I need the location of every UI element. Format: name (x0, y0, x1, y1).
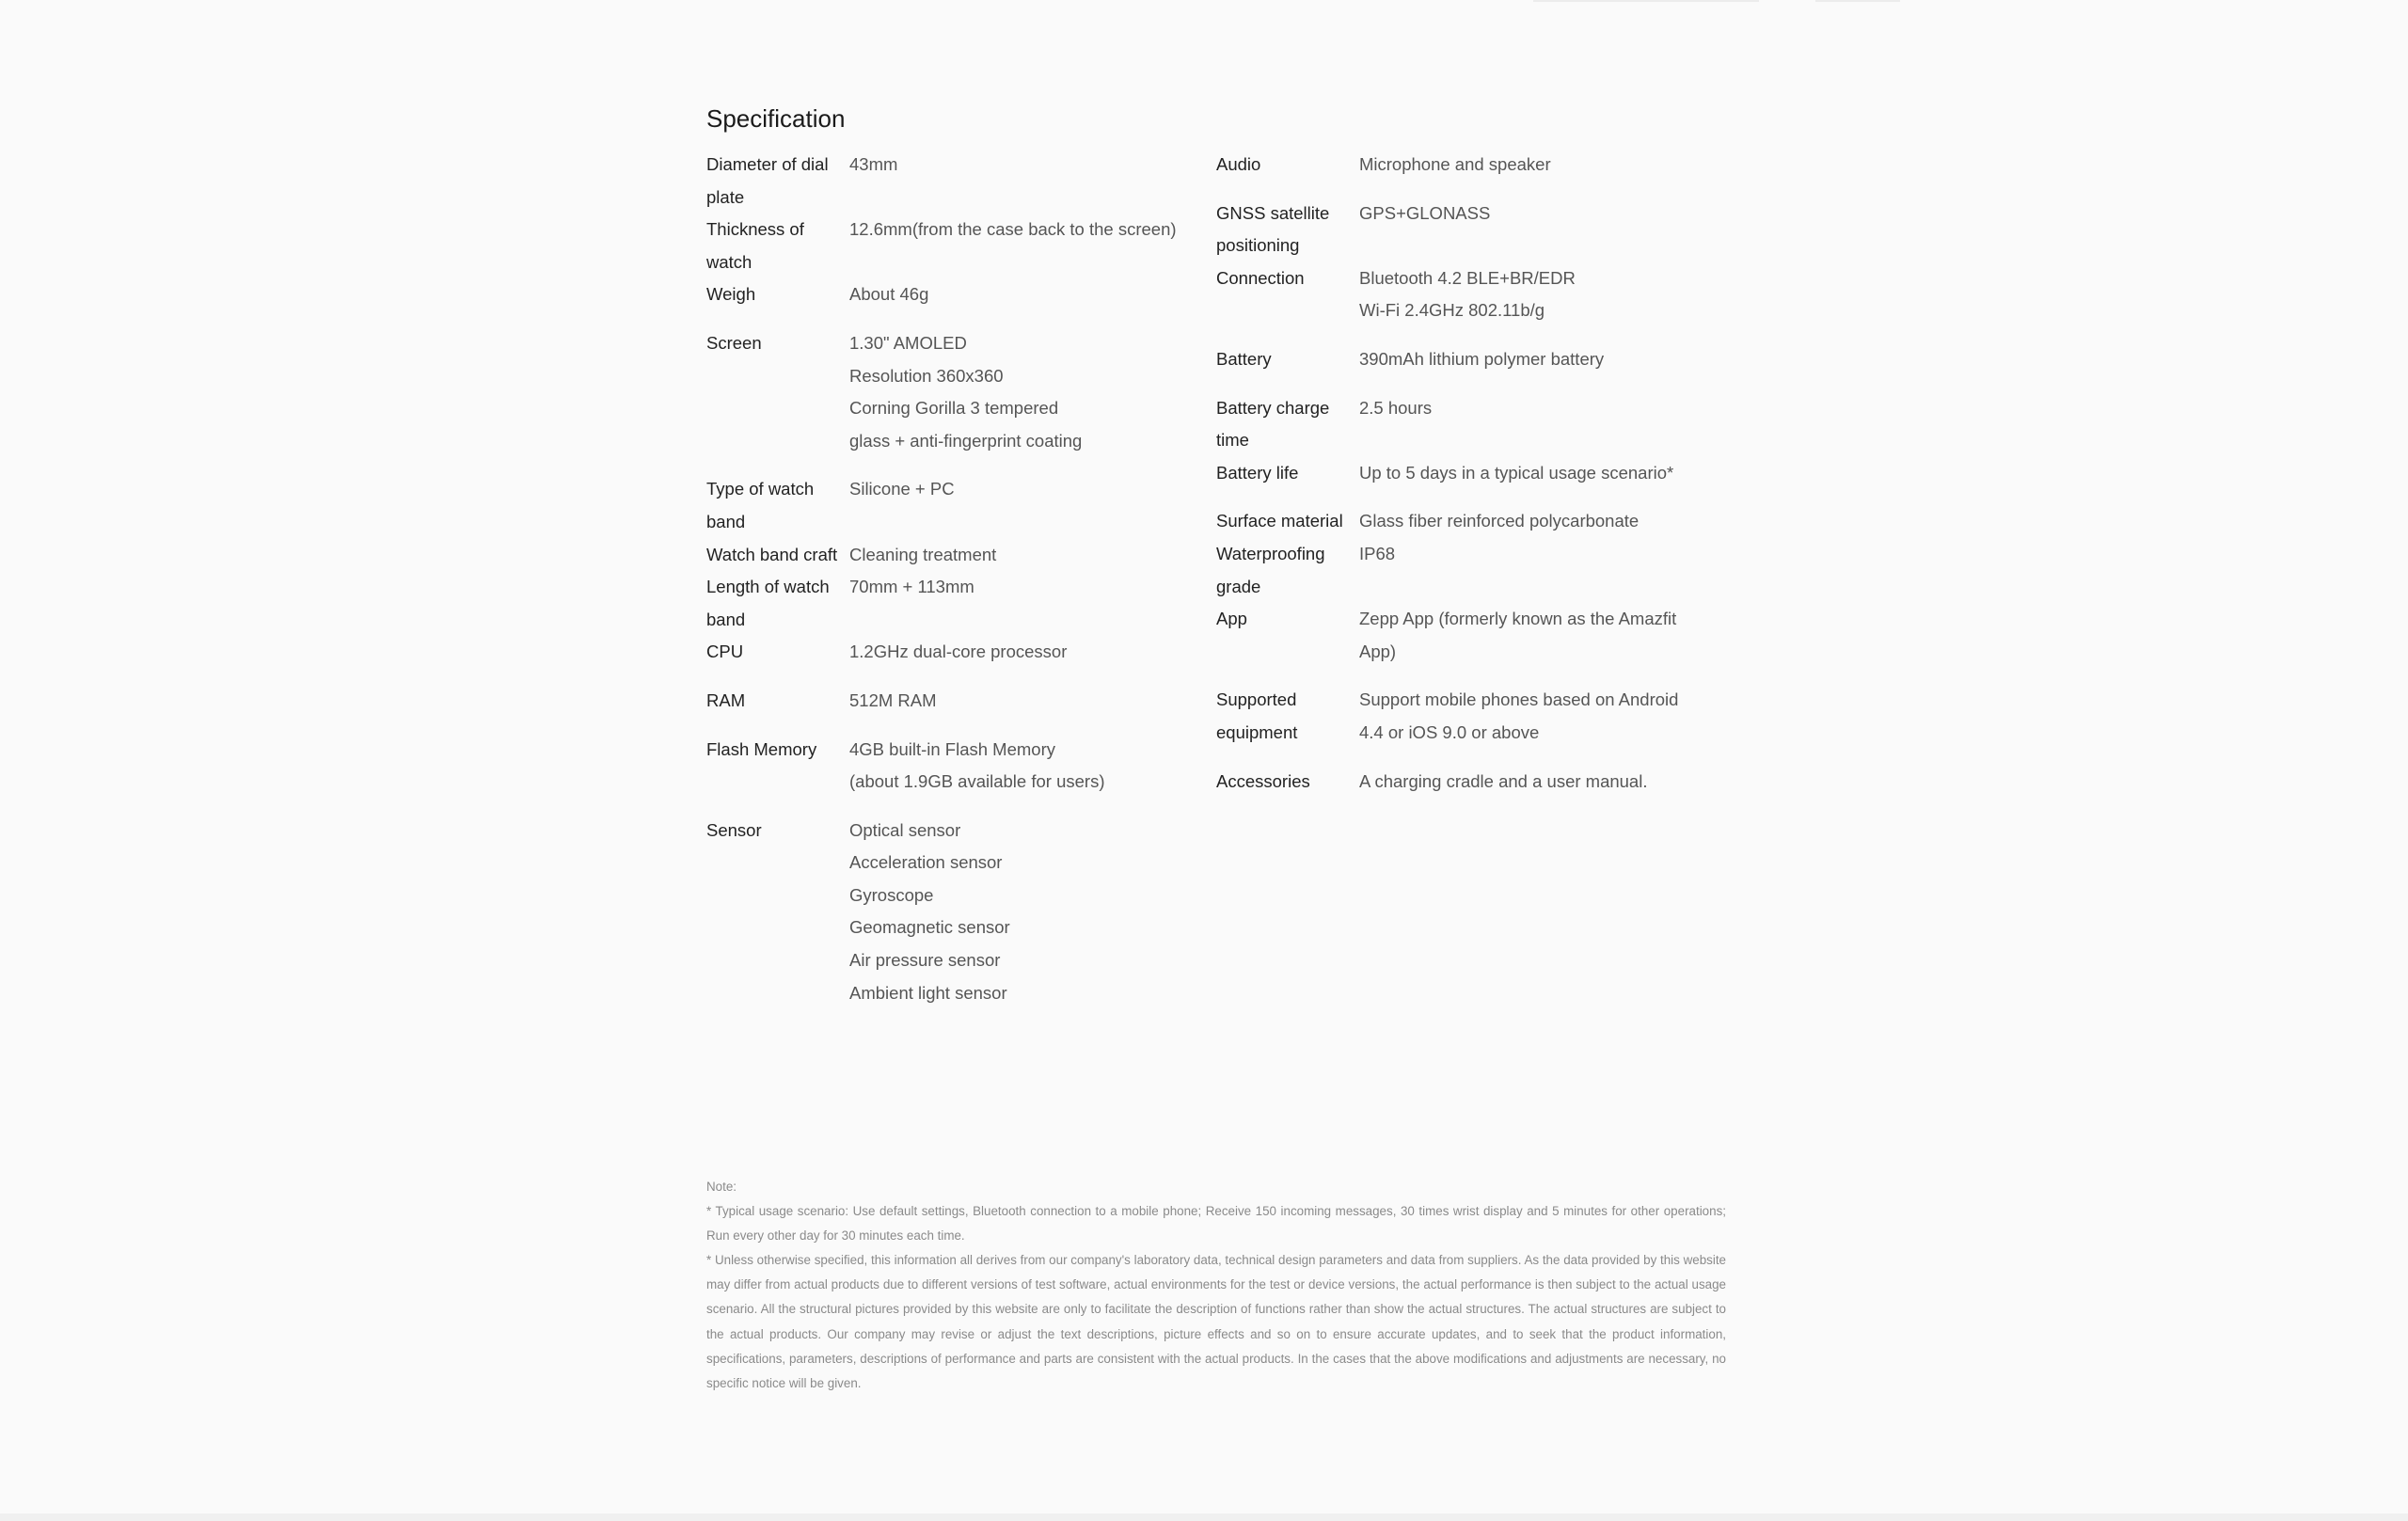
spec-value-line: glass + anti-fingerprint coating (849, 430, 1083, 451)
spec-value-line: Up to 5 days in a typical usage scenario* (1359, 462, 1674, 483)
spec-value (849, 734, 1205, 799)
spec-label: Type of watch band (706, 479, 815, 531)
spec-value-line: 512M RAM (849, 689, 937, 710)
spec-row (706, 685, 1205, 718)
spec-label: Connection (1216, 267, 1305, 288)
spec-label: Diameter of dial plate (706, 154, 829, 207)
spec-value-line: Silicone + PC (849, 479, 955, 499)
spec-label: RAM (706, 689, 746, 710)
spec-value-line: 390mAh lithium polymer battery (1359, 348, 1605, 369)
spec-value (849, 327, 1205, 457)
note-paragraph: * Unless otherwise specified, this information all derives from our company's laboratory data, technical design parameters and data from suppliers. As the data provided by this website may differ from actual products due to different versions of test software, actual environments for the test or device versions, the actual performance is then subject to the actual usage scenario. All the structural pictures provided by this website are only to facilitate the description of functions rather than show the actual structures. The actual structures are subject to the actual products. Our company may revise or adjust the text descriptions, picture effects and so on to ensure accurate updates, and to seek that the product information, specifications, parameters, descriptions of performance and parts are consistent with the actual products. In the cases that the above modifications and adjustments are necessary, no specific notice will be given. (706, 1253, 1726, 1390)
spec-label: Flash Memory (706, 738, 817, 759)
spec-row (706, 214, 1205, 278)
spec-label: Weigh (706, 284, 756, 305)
top-strip-segment (1815, 0, 1900, 2)
spec-value-line: Microphone and speaker (1359, 154, 1551, 174)
spec-row (706, 473, 1205, 538)
spec-label: Watch band craft (706, 544, 838, 564)
spec-value-line: 4GB built-in Flash Memory (849, 738, 1055, 759)
spec-label: Surface material (1216, 511, 1343, 531)
note-heading: Note: (706, 1180, 737, 1194)
spec-label: Waterproofing grade (1216, 543, 1325, 596)
spec-value-line: 1.30" AMOLED (849, 332, 967, 353)
spec-row (1216, 392, 1715, 457)
spec-value-line: Ambient light sensor (849, 982, 1007, 1003)
spec-value-line: 1.2GHz dual-core processor (849, 642, 1068, 662)
spec-value-line: Optical sensor (849, 819, 961, 840)
spec-value-line: Wi-Fi 2.4GHz 802.11b/g (1359, 300, 1545, 321)
spec-value (849, 149, 1205, 214)
spec-row (706, 636, 1205, 669)
spec-value (1359, 149, 1715, 182)
spec-row (706, 815, 1205, 1010)
spec-row (1216, 766, 1715, 799)
spec-value (1359, 603, 1715, 668)
spec-value-line: IP68 (1359, 543, 1396, 563)
top-decorative-strip (1533, 0, 1909, 3)
spec-value (1359, 457, 1715, 490)
note-paragraph: * Typical usage scenario: Use default settings, Bluetooth connection to a mobile phone; Receive 150 incoming messages, 30 times wrist display and 5 minutes for other operations; Run every other day for 30 minutes each time. (706, 1204, 1726, 1244)
spec-column-right (1216, 149, 1715, 814)
spec-label: Supported equipment (1216, 689, 1298, 742)
spec-row (706, 149, 1205, 214)
spec-row (706, 278, 1205, 311)
spec-value-line: Corning Gorilla 3 tempered (849, 398, 1059, 419)
spec-value-line: 43mm (849, 154, 898, 174)
spec-value (849, 214, 1205, 278)
spec-row (1216, 538, 1715, 603)
specification-section (706, 100, 1727, 1003)
spec-label: CPU (706, 642, 744, 662)
spec-value-line: Glass fiber reinforced polycarbonate (1359, 511, 1640, 531)
spec-value (1359, 538, 1715, 603)
spec-value-line: A charging cradle and a user manual. (1359, 770, 1648, 791)
spec-row (706, 327, 1205, 457)
spec-value (849, 815, 1205, 1010)
spec-value-line: Bluetooth 4.2 BLE+BR/EDR (1359, 267, 1576, 288)
spec-value-line: About 46g (849, 284, 929, 305)
spec-label: Audio (1216, 154, 1261, 174)
spec-row (1216, 603, 1715, 668)
spec-value (1359, 505, 1715, 538)
spec-value (1359, 343, 1715, 376)
spec-value-line: Cleaning treatment (849, 544, 997, 564)
spec-row (1216, 505, 1715, 538)
spec-label: Accessories (1216, 770, 1310, 791)
spec-value-line: Zepp App (formerly known as the Amazfit (1359, 609, 1677, 629)
spec-value (849, 473, 1205, 538)
spec-label: Battery charge time (1216, 397, 1330, 451)
spec-value-line: 4.4 or iOS 9.0 or above (1359, 721, 1540, 742)
spec-value-line: 70mm + 113mm (849, 577, 974, 597)
spec-value (849, 571, 1205, 636)
spec-row (1216, 684, 1715, 749)
spec-label: Length of watch band (706, 577, 830, 629)
note-section (706, 1175, 1726, 1396)
spec-value-line: Air pressure sensor (849, 950, 1001, 971)
spec-row (1216, 343, 1715, 376)
spec-value (1359, 262, 1715, 327)
spec-value-line: Resolution 360x360 (849, 365, 1004, 386)
spec-value-line: 12.6mm(from the case back to the screen) (849, 219, 1177, 240)
spec-column-left (706, 149, 1205, 1025)
spec-value (849, 539, 1205, 572)
spec-value (1359, 766, 1715, 799)
spec-row (706, 734, 1205, 799)
spec-label: App (1216, 609, 1247, 629)
spec-value-line: 2.5 hours (1359, 397, 1433, 418)
spec-value (849, 636, 1205, 669)
spec-value-line: (about 1.9GB available for users) (849, 771, 1105, 792)
spec-value-line: App) (1359, 641, 1397, 661)
spec-value-line: Gyroscope (849, 884, 934, 905)
spec-label: Sensor (706, 819, 762, 840)
spec-value (849, 685, 1205, 718)
spec-label: GNSS satellite positioning (1216, 202, 1330, 256)
spec-value-line: Support mobile phones based on Android (1359, 689, 1679, 710)
spec-value (849, 278, 1205, 311)
section-title: Specification (706, 104, 846, 133)
spec-row (1216, 149, 1715, 182)
spec-row (1216, 262, 1715, 327)
spec-value-line: Geomagnetic sensor (849, 917, 1010, 938)
spec-label: Battery life (1216, 462, 1299, 483)
spec-value (1359, 198, 1715, 262)
spec-row (1216, 457, 1715, 490)
spec-row (706, 539, 1205, 572)
spec-label: Battery (1216, 348, 1272, 369)
spec-row (706, 571, 1205, 636)
spec-label: Screen (706, 332, 762, 353)
spec-label: Thickness of watch (706, 219, 804, 272)
spec-value-line: Acceleration sensor (849, 852, 1003, 873)
spec-row (1216, 198, 1715, 262)
spec-value (1359, 392, 1715, 457)
spec-value (1359, 684, 1715, 749)
top-strip-segment (1533, 0, 1759, 2)
bottom-footer-strip (0, 1513, 2408, 1521)
spec-value-line: GPS+GLONASS (1359, 202, 1491, 223)
